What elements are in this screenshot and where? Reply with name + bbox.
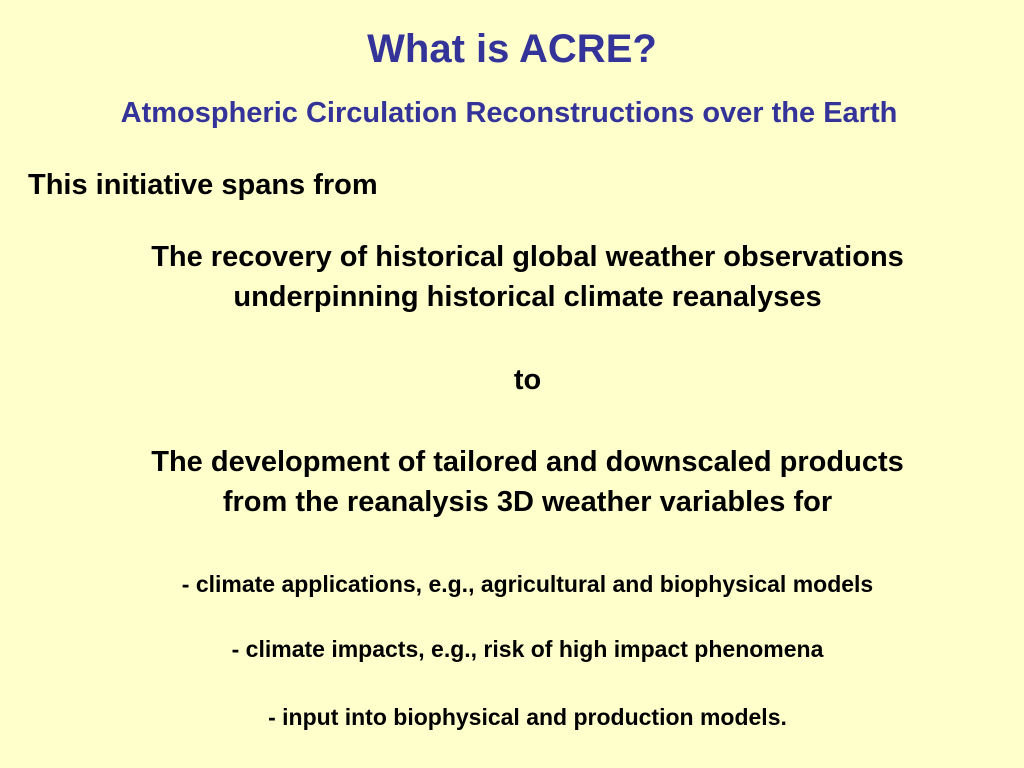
connector-text: to — [513, 364, 542, 396]
intro-text: This initiative spans from — [28, 169, 378, 201]
slide-title: What is ACRE? — [367, 27, 657, 71]
bullet-climate-impacts: - climate impacts, e.g., risk of high impact phenomena — [231, 636, 824, 662]
development-line-2: from the reanalysis 3D weather variables for — [222, 486, 833, 518]
development-paragraph — [60, 442, 995, 522]
slide-subtitle: Atmospheric Circulation Reconstructions over the Earth — [120, 97, 898, 129]
recovery-line-2: underpinning historical climate reanalyses — [233, 281, 822, 313]
recovery-line-1: The recovery of historical global weather observations — [151, 241, 904, 273]
bullet-climate-applications: - climate applications, e.g., agricultural and biophysical models — [181, 571, 874, 597]
development-line-1: The development of tailored and downscaled products — [151, 446, 904, 478]
bullet-input-models: - input into biophysical and production models. — [268, 704, 787, 730]
recovery-paragraph — [60, 237, 995, 317]
